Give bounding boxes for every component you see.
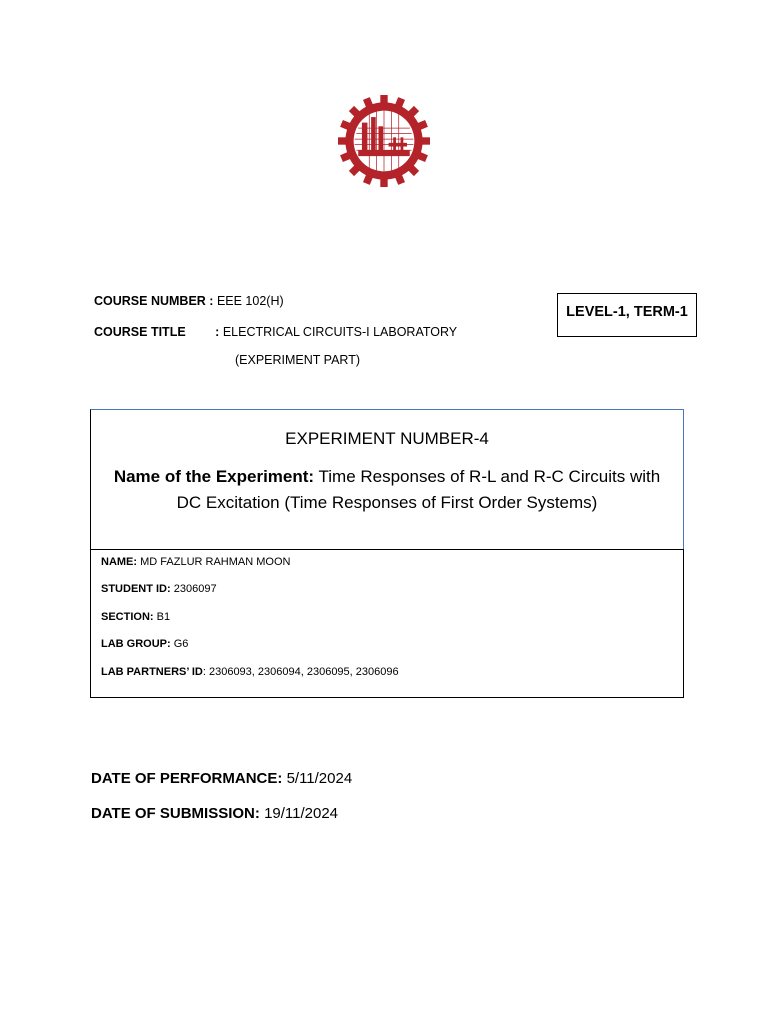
lab-partners-value: : 2306093, 2306094, 2306095, 2306096 xyxy=(202,666,399,678)
date-submission-label: DATE OF SUBMISSION: xyxy=(91,805,260,822)
student-id-value: 2306097 xyxy=(173,583,217,595)
student-id-line xyxy=(101,583,217,595)
date-performance-value: 5/11/2024 xyxy=(286,770,353,787)
section-line xyxy=(101,611,170,623)
experiment-name-line1: Time Responses of R-L and R-C Circuits with xyxy=(318,467,661,486)
student-id-label: STUDENT ID: xyxy=(101,583,171,595)
student-name-value: MD FAZLUR RAHMAN MOON xyxy=(140,556,291,568)
course-number-label: COURSE NUMBER : xyxy=(94,294,214,308)
experiment-name xyxy=(91,464,683,516)
student-name-label: NAME: xyxy=(101,556,138,568)
level-term-box: LEVEL-1, TERM-1 xyxy=(557,293,697,337)
experiment-name-label: Name of the Experiment: xyxy=(113,467,315,486)
date-performance-line xyxy=(91,770,352,787)
experiment-name-line2: DC Excitation (Time Responses of First Order Systems) xyxy=(176,493,598,512)
student-name-line xyxy=(101,556,290,568)
student-details-box xyxy=(90,549,684,698)
lab-partners-line xyxy=(101,666,399,678)
course-title-label: COURSE TITLE xyxy=(94,325,186,339)
date-submission-line xyxy=(91,805,338,822)
lab-group-label: LAB GROUP: xyxy=(101,638,171,650)
date-performance-label: DATE OF PERFORMANCE: xyxy=(91,770,283,787)
experiment-box xyxy=(90,409,684,550)
lab-group-value: G6 xyxy=(173,638,189,650)
section-value: B1 xyxy=(156,611,171,623)
university-crest-icon xyxy=(338,95,430,187)
course-title-separator: : xyxy=(215,325,220,339)
course-title-line xyxy=(94,325,457,339)
section-label: SECTION: xyxy=(101,611,154,623)
lab-partners-label: LAB PARTNERS’ ID xyxy=(101,666,203,678)
lab-group-line xyxy=(101,638,188,650)
course-number-value: EEE 102(H) xyxy=(216,294,284,308)
course-title-sub: (EXPERIMENT PART) xyxy=(235,353,361,367)
course-title-value: ELECTRICAL CIRCUITS-I LABORATORY xyxy=(222,325,458,339)
date-submission-value: 19/11/2024 xyxy=(264,805,339,822)
course-number-line xyxy=(94,294,284,308)
experiment-number: EXPERIMENT NUMBER-4 xyxy=(285,429,489,448)
